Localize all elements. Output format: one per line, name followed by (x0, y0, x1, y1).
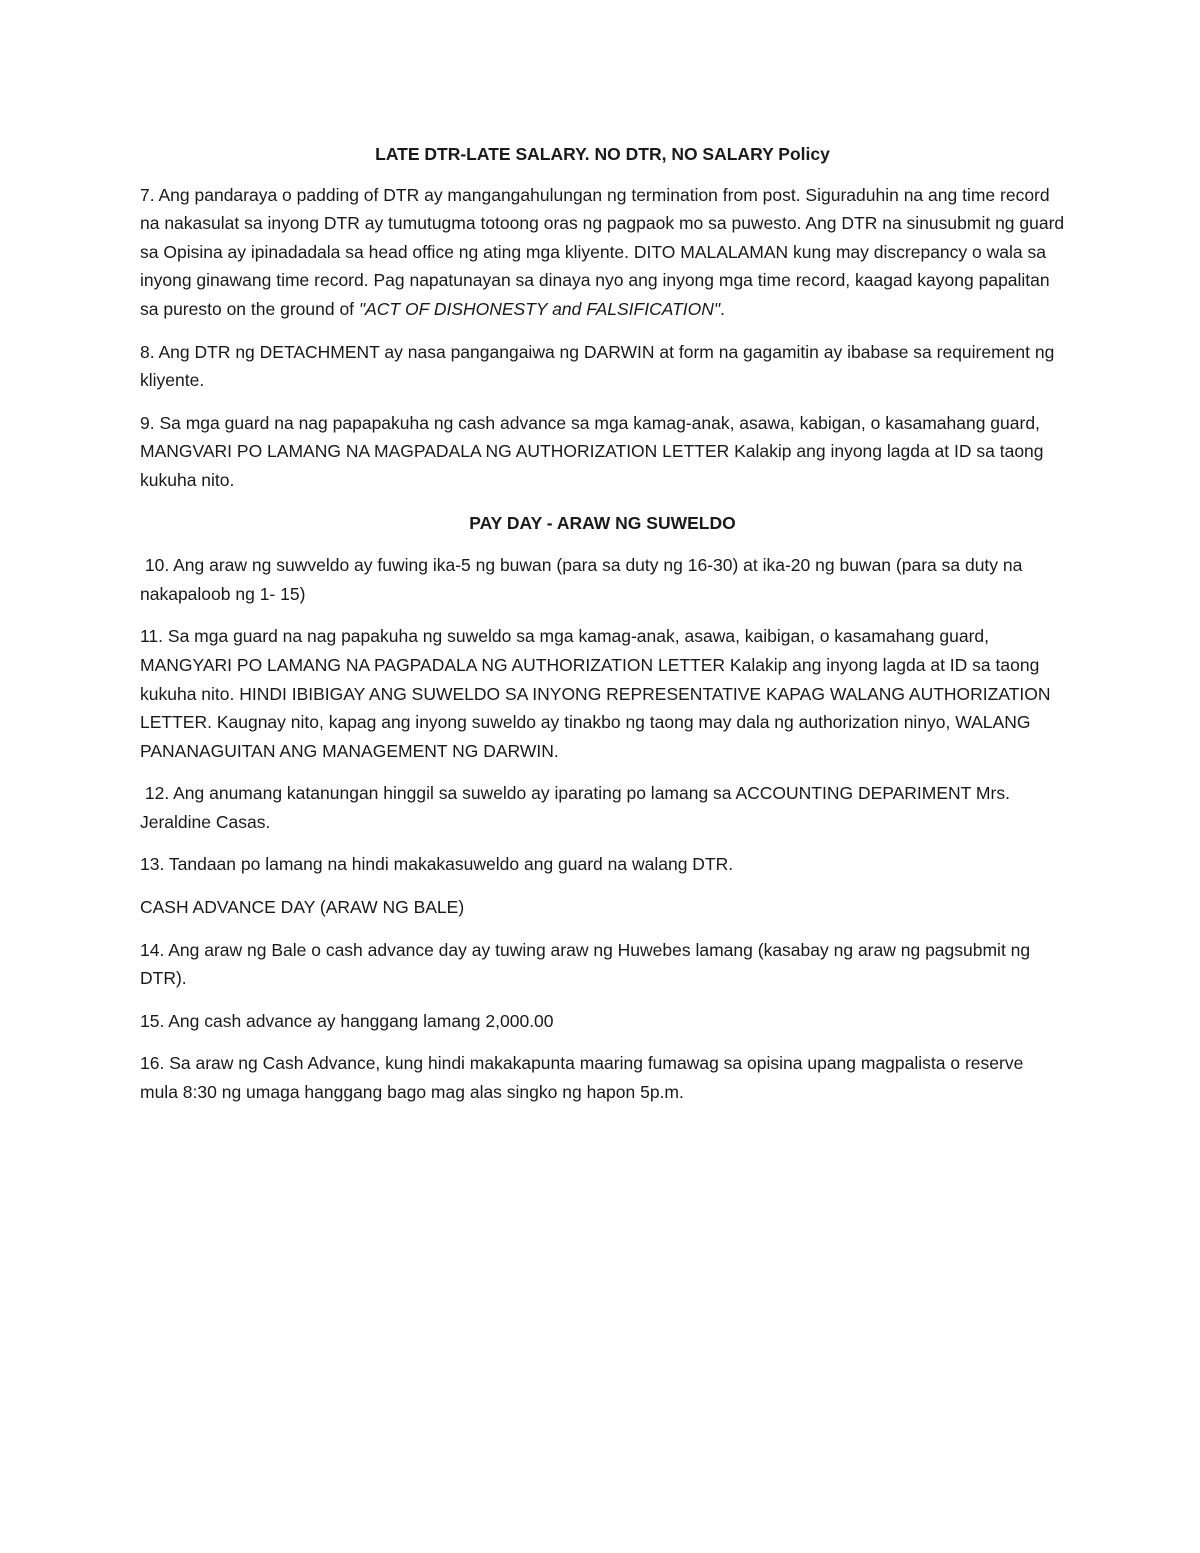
document-body (140, 140, 1065, 1121)
policy-item-7-text: 7. Ang pandaraya o padding of DTR ay mangangahulungan ng termination from post. Siguraduhin na ang time record na nakasulat sa inyong DTR ay tumutugma totoong oras ng pagpaok mo sa puwesto. Ang DTR na sinusubmit ng guard sa Opisina ay ipinadadala sa head office ng ating mga kliyente. DITO MALALAMAN kung may discrepancy o wala sa inyong ginawang time record. Pag napatunayan sa dinaya nyo ang inyong mga time record, kaagad kayong papalitan sa puresto on the ground of (140, 184, 1065, 319)
policy-item-10: 10. Ang araw ng suwveldo ay fuwing ika-5 ng buwan (para sa duty ng 16-30) at ika-20 ng buwan (para sa duty na nakapaloob ng 1- 15) (140, 555, 1028, 604)
policy-item-14: 14. Ang araw ng Bale o cash advance day ay tuwing araw ng Huwebes lamang (kasabay ng araw ng pagsubmit ng DTR). (140, 939, 1031, 989)
policy-item-7-emphasis: "ACT OF DISHONESTY and FALSIFICATION" (358, 298, 721, 319)
policy-item-13: 13. Tandaan po lamang na hindi makakasuweldo ang guard na walang DTR. (140, 854, 734, 875)
heading-pay-day: PAY DAY - ARAW NG SUWELDO (469, 512, 736, 533)
policy-item-7 (140, 181, 1065, 324)
policy-item-9: 9. Sa mga guard na nag papapakuha ng cash advance sa mga kamag-anak, asawa, kabigan, o kasamahang guard, MANGVARI PO LAMANG NA MAGPADALA NG AUTHORIZATION LETTER Kalakip ang inyong lagda at ID sa taong kukuha nito. (140, 412, 1044, 490)
policy-item-7-tail: . (720, 298, 725, 319)
policy-item-8: 8. Ang DTR ng DETACHMENT ay nasa pangangaiwa ng DARWIN at form na gagamitin ay ibabase sa requirement ng kliyente. (140, 341, 1055, 391)
policy-item-12: 12. Ang anumang katanungan hinggil sa suweldo ay iparating po lamang sa ACCOUNTING DEPARIMENT Mrs. Jeraldine Casas. (140, 783, 1015, 832)
heading-dtr-policy: LATE DTR-LATE SALARY. NO DTR, NO SALARY Policy (375, 144, 830, 164)
policy-item-16: 16. Sa araw ng Cash Advance, kung hindi makakapunta maaring fumawag sa opisina upang magpalista o reserve mula 8:30 ng umaga hanggang bago mag alas singko ng hapon 5p.m. (140, 1053, 1024, 1103)
policy-item-11: 11. Sa mga guard na nag papakuha ng suweldo sa mga kamag-anak, asawa, kaibigan, o kasamahang guard, MANGYARI PO LAMANG NA PAGPADALA NG AUTHORIZATION LETTER Kalakip ang inyong lagda at ID sa taong kukuha nito. HINDI IBIBIGAY ANG SUWELDO SA INYONG REPRESENTATIVE KAPAG WALANG AUTHORIZATION LETTER. Kaugnay nito, kapag ang inyong suweldo ay tinakbo ng taong may dala ng authorization ninyo, WALANG PANANAGUITAN ANG MANAGEMENT NG DARWIN. (140, 626, 1051, 761)
heading-cash-advance-day: CASH ADVANCE DAY (ARAW NG BALE) (140, 897, 465, 918)
policy-item-15: 15. Ang cash advance ay hanggang lamang 2,000.00 (140, 1010, 554, 1031)
